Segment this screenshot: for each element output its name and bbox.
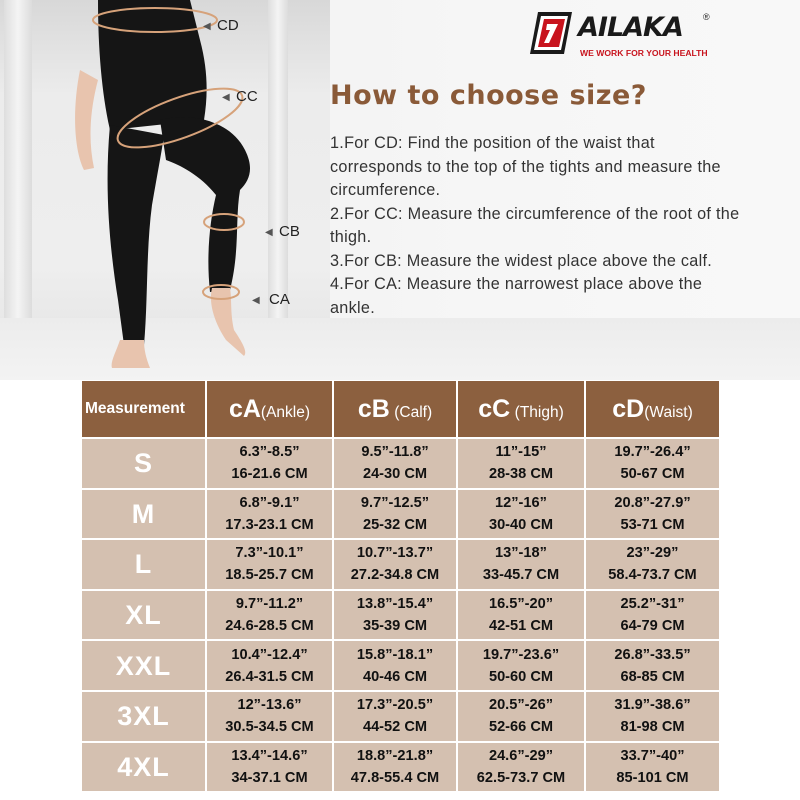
value-inches: 31.9”-38.6” [614, 697, 691, 714]
cell-cc [458, 639, 586, 690]
value-inches: 9.7”-12.5” [360, 494, 430, 511]
cell-cd [586, 488, 719, 539]
value-cm: 62.5-73.7 CM [476, 769, 566, 786]
cell-ca [207, 538, 334, 589]
size-label: 3XL [82, 690, 207, 741]
value-cm: 44-52 CM [362, 719, 428, 736]
value-cm: 35-39 CM [362, 618, 428, 635]
cell-cb [334, 589, 458, 640]
value-cm: 68-85 CM [620, 668, 685, 685]
value-inches: 6.8”-9.1” [239, 494, 300, 511]
cell-cb [334, 690, 458, 741]
cell-cc [458, 690, 586, 741]
size-label: M [82, 488, 207, 539]
cell-cb [334, 741, 458, 792]
table-row [82, 639, 719, 690]
label-cd: CD [217, 17, 239, 34]
cell-ca [207, 690, 334, 741]
value-cm: 33-45.7 CM [482, 567, 560, 584]
value-cm: 16-21.6 CM [231, 466, 308, 483]
label-cc: CC [236, 88, 258, 105]
value-cm: 40-46 CM [362, 668, 428, 685]
value-cm: 30.5-34.5 CM [225, 719, 314, 736]
value-cm: 64-79 CM [620, 618, 685, 635]
value-cm: 18.5-25.7 CM [225, 567, 314, 584]
table-row [82, 741, 719, 792]
value-cm: 28-38 CM [488, 466, 554, 483]
value-cm: 42-51 CM [488, 618, 554, 635]
instruction-item: 2.For CC: Measure the circumference of the root of the thigh. [330, 204, 740, 246]
label-cb: CB [279, 223, 300, 240]
table-row [82, 589, 719, 640]
value-inches: 6.3”-8.5” [239, 444, 300, 461]
cell-ca [207, 488, 334, 539]
value-inches: 7.3”-10.1” [235, 545, 304, 562]
registered-mark: ® [703, 12, 710, 22]
cell-ca [207, 589, 334, 640]
instruction-item: 1.For CD: Find the position of the waist that corresponds to the top of the tights and measure the circumference. [330, 134, 721, 199]
size-label: 4XL [82, 741, 207, 792]
value-cm: 25-32 CM [362, 516, 428, 533]
background-pillar [4, 0, 32, 330]
brand-tagline: WE WORK FOR YOUR HEALTH [580, 48, 708, 58]
cell-ca [207, 741, 334, 792]
cell-cb [334, 488, 458, 539]
value-cm: 27.2-34.8 CM [350, 567, 440, 584]
brand-name: AILAKA [578, 12, 683, 43]
table-row [82, 690, 719, 741]
value-inches: 12”-16” [495, 494, 547, 511]
cell-cc [458, 589, 586, 640]
arrow-cb-icon: ◀ [265, 227, 273, 238]
value-inches: 19.7”-26.4” [614, 444, 691, 461]
value-cm: 81-98 CM [620, 719, 685, 736]
header-cb: cB (Calf) [334, 381, 458, 437]
brand-logo [528, 8, 718, 64]
arrow-cc-icon: ◀ [222, 92, 230, 103]
size-label: XL [82, 589, 207, 640]
value-cm: 50-60 CM [488, 668, 554, 685]
label-ca: CA [269, 291, 290, 308]
value-inches: 18.8”-21.8” [356, 747, 434, 764]
value-cm: 17.3-23.1 CM [225, 516, 314, 533]
size-table [82, 381, 719, 791]
instruction-item: 3.For CB: Measure the widest place above the calf. [330, 251, 713, 270]
size-label: L [82, 538, 207, 589]
brand-badge-icon [528, 10, 574, 56]
value-inches: 24.6”-29” [488, 747, 554, 764]
cell-cb [334, 639, 458, 690]
value-inches: 10.4”-12.4” [231, 646, 308, 663]
table-row [82, 538, 719, 589]
value-cm: 58.4-73.7 CM [608, 567, 697, 584]
size-label: XXL [82, 639, 207, 690]
instructions-list [330, 132, 750, 320]
value-inches: 13”-18” [495, 545, 547, 562]
header-cd: cD(Waist) [586, 381, 719, 437]
value-cm: 85-101 CM [616, 769, 689, 786]
cell-cc [458, 538, 586, 589]
value-inches: 17.3”-20.5” [356, 697, 434, 714]
size-chart [82, 381, 719, 787]
header-ca: cA(Ankle) [207, 381, 334, 437]
cell-cb [334, 538, 458, 589]
table-row [82, 488, 719, 539]
header-measurement: Measurement [82, 381, 207, 437]
value-cm: 50-67 CM [620, 466, 685, 483]
model-legging-figure [40, 0, 320, 380]
value-inches: 12”-13.6” [237, 697, 302, 714]
value-inches: 13.4”-14.6” [231, 747, 308, 764]
cell-ca [207, 437, 334, 488]
value-cm: 52-66 CM [488, 719, 554, 736]
value-inches: 13.8”-15.4” [356, 596, 434, 613]
cell-cc [458, 741, 586, 792]
value-cm: 34-37.1 CM [231, 769, 308, 786]
cell-cd [586, 639, 719, 690]
cell-cd [586, 589, 719, 640]
page-title: How to choose size? [330, 80, 647, 111]
value-cm: 30-40 CM [488, 516, 554, 533]
size-label: S [82, 437, 207, 488]
cell-cb [334, 437, 458, 488]
value-inches: 26.8”-33.5” [614, 646, 691, 663]
value-inches: 16.5”-20” [488, 596, 554, 613]
table-header-row [82, 381, 719, 437]
value-cm: 24-30 CM [362, 466, 428, 483]
value-cm: 24.6-28.5 CM [225, 618, 314, 635]
value-inches: 23”-29” [626, 545, 679, 562]
value-inches: 20.5”-26” [488, 697, 554, 714]
cell-ca [207, 639, 334, 690]
value-inches: 25.2”-31” [620, 596, 685, 613]
value-inches: 33.7”-40” [620, 747, 685, 764]
table-row [82, 437, 719, 488]
cell-cc [458, 488, 586, 539]
value-cm: 47.8-55.4 CM [350, 769, 440, 786]
value-inches: 9.7”-11.2” [235, 596, 304, 613]
value-inches: 9.5”-11.8” [361, 444, 429, 461]
arrow-cd-icon: ◀ [203, 21, 211, 32]
cell-cd [586, 741, 719, 792]
value-inches: 19.7”-23.6” [482, 646, 560, 663]
instruction-item: 4.For CA: Measure the narrowest place above the ankle. [330, 275, 703, 317]
header-cc: cC (Thigh) [458, 381, 586, 437]
cell-cc [458, 437, 586, 488]
value-inches: 20.8”-27.9” [614, 494, 691, 511]
value-inches: 11”-15” [495, 444, 547, 461]
value-cm: 26.4-31.5 CM [225, 668, 314, 685]
cell-cd [586, 690, 719, 741]
value-inches: 15.8”-18.1” [356, 646, 434, 663]
value-cm: 53-71 CM [620, 516, 685, 533]
value-inches: 10.7”-13.7” [356, 545, 434, 562]
cell-cd [586, 538, 719, 589]
arrow-ca-icon: ◀ [252, 295, 260, 306]
cell-cd [586, 437, 719, 488]
